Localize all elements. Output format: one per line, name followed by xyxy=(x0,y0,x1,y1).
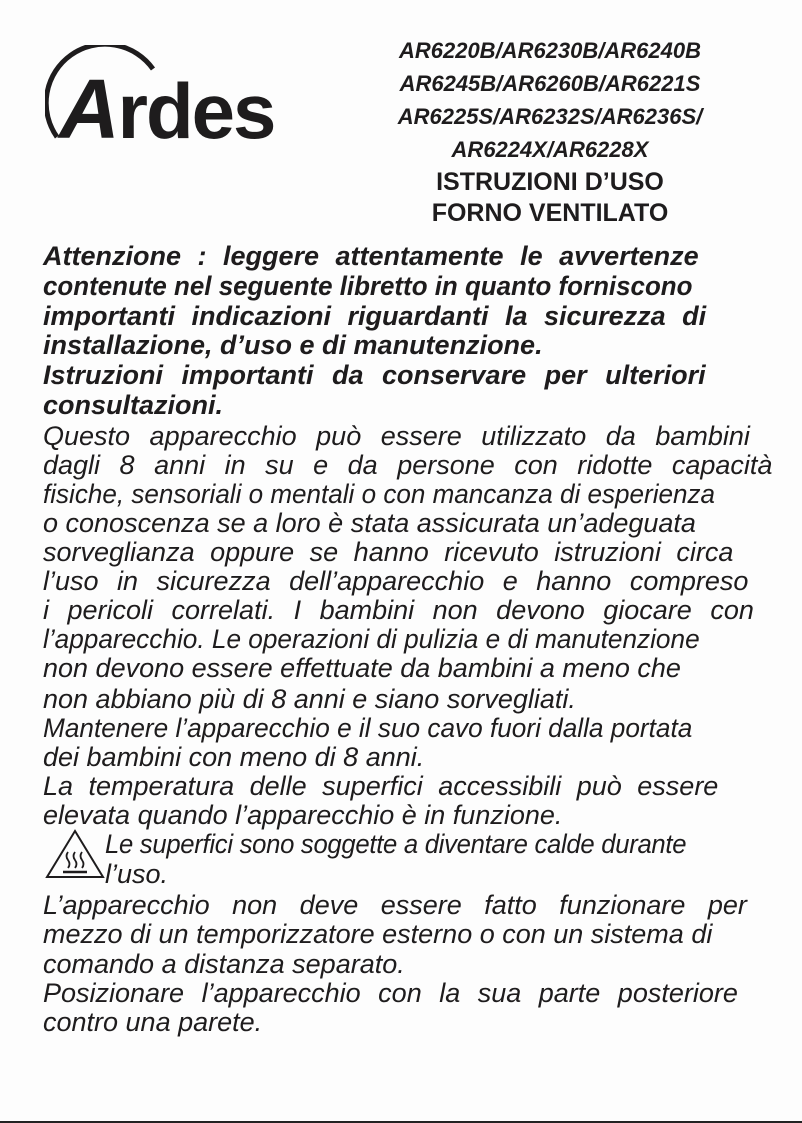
warning-intro-line: Attenzione : leggere attentamente le avvertenze xyxy=(43,241,699,271)
closing-line: L’apparecchio non deve essere fatto funzionare per xyxy=(43,890,747,920)
hot-surface-warning-line: l’uso. xyxy=(105,859,169,889)
body-line: dei bambini con meno di 8 anni. xyxy=(43,742,425,772)
model-list xyxy=(360,34,740,166)
model-line: AR6220B/AR6230B/AR6240B xyxy=(398,38,702,63)
model-line: AR6245B/AR6260B/AR6221S xyxy=(399,71,701,96)
model-line: AR6224X/AR6228X xyxy=(451,137,649,162)
document-subtitle: FORNO VENTILATO xyxy=(431,199,669,227)
body-line: elevata quando l’apparecchio è in funzione. xyxy=(43,800,563,830)
brand-wordmark: Ardes xyxy=(59,62,275,156)
body-line: Questo apparecchio può essere utilizzato da bambini xyxy=(43,421,750,451)
warning-intro-line: consultazioni. xyxy=(43,390,224,420)
closing-line: mezzo di un temporizzatore esterno o con un sistema di xyxy=(43,919,713,949)
warning-intro-line: Istruzioni importanti da conservare per ulteriori xyxy=(43,360,706,390)
warning-intro-line: importanti indicazioni riguardanti la sicurezza di xyxy=(43,301,707,331)
closing-line: comando a distanza separato. xyxy=(43,949,405,979)
body-line: l’uso in sicurezza dell’apparecchio e hanno compreso xyxy=(43,566,749,596)
ardes-logo xyxy=(45,45,295,156)
body-line: fisiche, sensoriali o mentali o con mancanza di esperienza xyxy=(43,479,716,509)
closing-line: contro una parete. xyxy=(43,1007,263,1037)
hot-surface-warning-icon xyxy=(44,828,106,880)
body-line: i pericoli correlati. I bambini non devono giocare con xyxy=(43,595,754,625)
closing-line: Posizionare l’apparecchio con la sua parte posteriore xyxy=(43,978,738,1008)
hot-surface-warning-line: Le superfici sono soggette a diventare calde durante xyxy=(105,829,687,859)
body-line: Mantenere l’apparecchio e il suo cavo fuori dalla portata xyxy=(43,713,693,743)
document-title-block xyxy=(360,167,740,229)
warning-intro-line: contenute nel seguente libretto in quanto forniscono xyxy=(43,271,693,301)
warning-intro-line: installazione, d’uso e di manutenzione. xyxy=(43,330,543,360)
body-line: non abbiano più di 8 anni e siano sorvegliati. xyxy=(43,684,576,714)
body-line: La temperatura delle superfici accessibili può essere xyxy=(43,771,719,801)
body-line: o conoscenza se a loro è stata assicurata un’adeguata xyxy=(43,508,696,538)
model-line: AR6225S/AR6232S/AR6236S/ xyxy=(397,104,703,129)
body-line: l’apparecchio. Le operazioni di pulizia e di manutenzione xyxy=(43,624,700,654)
body-line: dagli 8 anni in su e da persone con ridotte capacità xyxy=(43,450,773,480)
body-line: non devono essere effettuate da bambini a meno che xyxy=(43,653,681,683)
document-title: ISTRUZIONI D’USO xyxy=(436,168,664,196)
body-line: sorveglianza oppure se hanno ricevuto istruzioni circa xyxy=(43,537,734,567)
